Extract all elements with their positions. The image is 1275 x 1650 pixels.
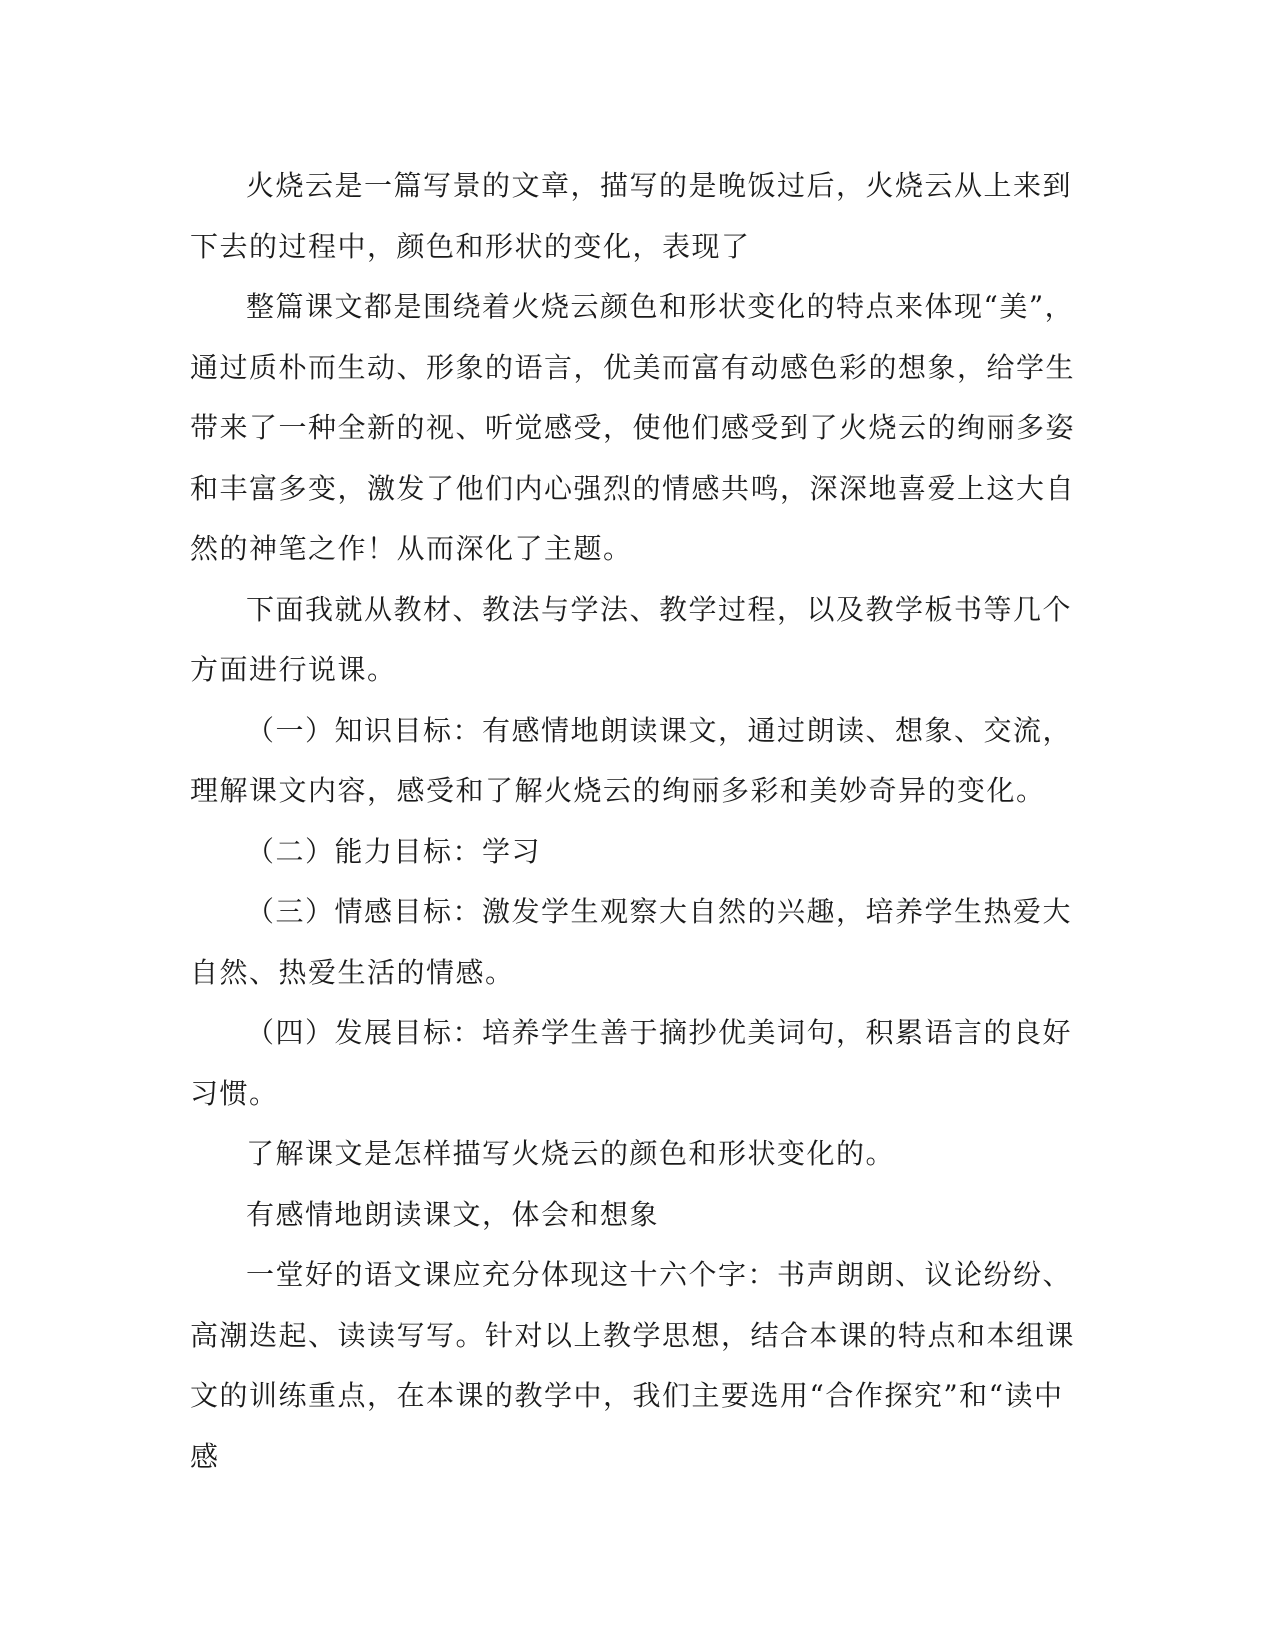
paragraph-difficulty: 有感情地朗读课文，体会和想象	[246, 1197, 660, 1231]
paragraph-emotion-goal: （三）情感目标：激发学生观察大自然的兴趣，培养学生热爱大自然、热爱生活的情感。	[190, 895, 1073, 989]
paragraph-key-point: 了解课文是怎样描写火烧云的颜色和形状变化的。	[246, 1137, 896, 1170]
paragraph-development-goal: （四）发展目标：培养学生善于摘抄优美词句，积累语言的良好习惯。	[190, 1016, 1073, 1110]
paragraph-outline: 下面我就从教材、教法与学法、教学过程，以及教学板书等几个方面进行说课。	[190, 592, 1073, 686]
paragraph-knowledge-goal: （一）知识目标：有感情地朗读课文，通过朗读、想象、交流，理解课文内容，感受和了解火烧云的绚丽多彩和美妙奇异的变化。	[190, 713, 1073, 807]
paragraph-ability-goal: （二）能力目标：学习	[246, 834, 542, 868]
paragraph-intro: 火烧云是一篇写景的文章，描写的是晚饭过后，火烧云从上来到下去的过程中，颜色和形状的变化，表现了	[190, 169, 1073, 263]
paragraph-teaching-method: 一堂好的语文课应充分体现这十六个字：书声朗朗、议论纷纷、高潮迭起、读读写写。针对以上教学思想，结合本课的特点和本组课文的训练重点，在本课的教学中，我们主要选用“合作探究”和“读中感	[190, 1258, 1076, 1473]
document-body	[190, 156, 1080, 1487]
paragraph-theme: 整篇课文都是围绕着火烧云颜色和形状变化的特点来体现“美”，通过质朴而生动、形象的语言，优美而富有动感色彩的想象，给学生带来了一种全新的视、听觉感受，使他们感受到了火烧云的绚丽多姿和丰富多变，激发了他们内心强烈的情感共鸣，深深地喜爱上这大自然的神笔之作！从而深化了主题。	[190, 290, 1076, 565]
